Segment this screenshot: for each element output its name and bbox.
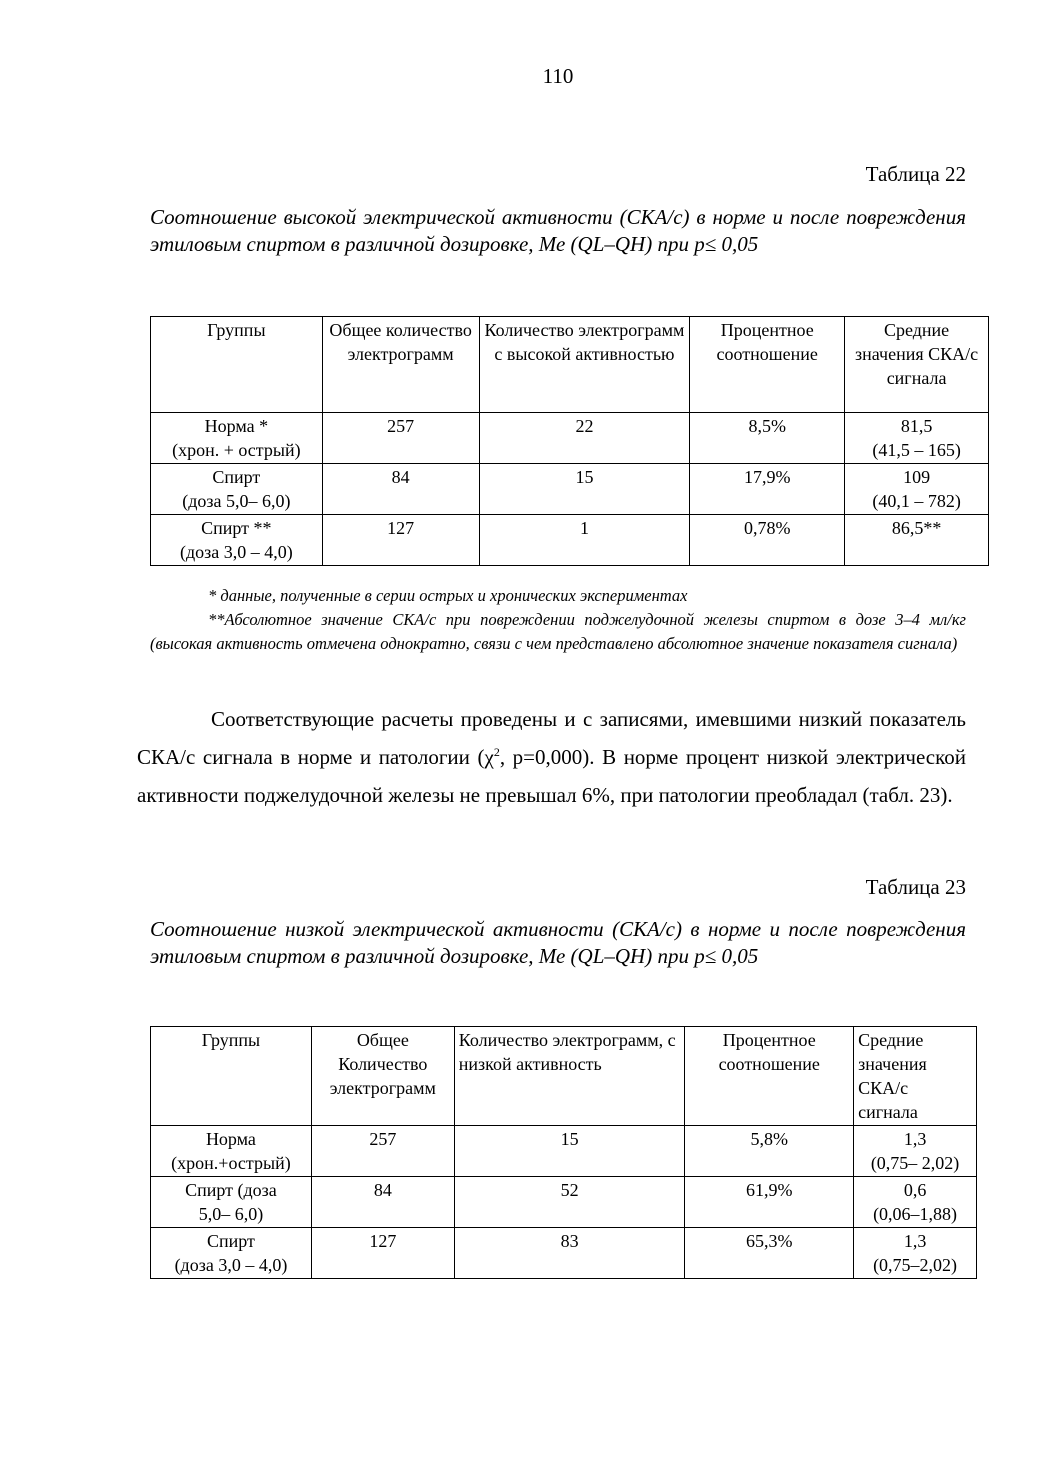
header-percent: Процентное соотношение — [690, 317, 845, 413]
footnote-1: * данные, полученные в серии острых и хронических экспериментах — [208, 586, 688, 605]
total-cell: 84 — [322, 464, 479, 515]
total-cell: 127 — [311, 1228, 454, 1279]
mean-range: (0,06–1,88) — [873, 1204, 958, 1224]
paragraph-text-start: Соответствующие расчеты проведены и с записями, имевшими низкий показатель СКА/с сигнала в норме и патологии ( — [137, 707, 966, 769]
table-header-row — [151, 317, 989, 413]
mean-value: 81,5 — [900, 416, 933, 436]
mean-cell — [845, 515, 989, 566]
percent-cell: 5,8% — [685, 1126, 854, 1177]
header-groups: Группы — [151, 1027, 312, 1126]
group-cell — [151, 1126, 312, 1177]
mean-cell — [854, 1177, 977, 1228]
group-detail: (доза 3,0 – 4,0) — [179, 542, 293, 562]
total-cell: 127 — [322, 515, 479, 566]
total-cell: 84 — [311, 1177, 454, 1228]
mean-cell — [845, 464, 989, 515]
group-detail: (хрон.+острый) — [171, 1153, 291, 1173]
table-header-row — [151, 1027, 977, 1126]
body-paragraph — [137, 700, 966, 814]
group-detail: (хрон. + острый) — [172, 440, 301, 460]
header-count: Количество электрограмм с высокой активностью — [479, 317, 690, 413]
header-total: Общее количество электрограмм — [322, 317, 479, 413]
total-cell: 257 — [322, 413, 479, 464]
percent-cell: 0,78% — [690, 515, 845, 566]
group-detail: (доза 5,0– 6,0) — [182, 491, 291, 511]
header-mean: Средние значения СКА/с сигнала — [845, 317, 989, 413]
mean-range: (40,1 – 782) — [872, 491, 961, 511]
total-cell: 257 — [311, 1126, 454, 1177]
footnote-2: **Абсолютное значение СКА/с при повреждении поджелудочной железы спиртом в дозе 3–4 мл/кг (высокая активность отмечена однократно, связи с чем представлено абсолютное значение показателя сигнала) — [150, 610, 966, 653]
percent-cell: 17,9% — [690, 464, 845, 515]
table-row — [151, 1126, 977, 1177]
percent-cell: 61,9% — [685, 1177, 854, 1228]
group-name: Спирт — [212, 467, 261, 487]
mean-value: 1,3 — [903, 1129, 927, 1149]
table-row — [151, 413, 989, 464]
percent-cell: 8,5% — [690, 413, 845, 464]
group-name: Норма * — [204, 416, 269, 436]
count-cell: 22 — [479, 413, 690, 464]
header-groups: Группы — [151, 317, 323, 413]
group-cell — [151, 515, 323, 566]
group-cell — [151, 413, 323, 464]
header-total: Общее Количество электрограмм — [311, 1027, 454, 1126]
mean-range: (41,5 – 165) — [872, 440, 961, 460]
chi-symbol: χ — [484, 745, 494, 769]
table-23-caption: Соотношение низкой электрической активности (СКА/с) в норме и после повреждения этиловым спиртом в различной дозировке, Ме (QL–QH) при p≤ 0,05 — [150, 917, 966, 968]
group-name: Спирт (доза — [185, 1180, 277, 1200]
mean-value: 109 — [903, 467, 931, 487]
header-percent: Процентное соотношение — [685, 1027, 854, 1126]
mean-cell — [854, 1228, 977, 1279]
table-row — [151, 515, 989, 566]
table-23-label: Таблица 23 — [865, 875, 966, 899]
mean-range: (0,75–2,02) — [873, 1255, 958, 1275]
mean-cell — [845, 413, 989, 464]
group-name: Спирт ** — [201, 518, 272, 538]
table-22-label: Таблица 22 — [865, 162, 966, 186]
group-cell — [151, 464, 323, 515]
chi-superscript: 2 — [493, 745, 500, 759]
group-cell — [151, 1177, 312, 1228]
count-cell: 52 — [454, 1177, 685, 1228]
mean-value: 86,5** — [891, 518, 942, 538]
mean-value: 0,6 — [903, 1180, 927, 1200]
group-detail: (доза 3,0 – 4,0) — [174, 1255, 288, 1275]
group-detail: 5,0– 6,0) — [198, 1204, 264, 1224]
mean-cell — [854, 1126, 977, 1177]
group-cell — [151, 1228, 312, 1279]
page-number: 110 — [542, 64, 574, 88]
table-row — [151, 464, 989, 515]
mean-value: 1,3 — [903, 1231, 927, 1251]
table-22-caption: Соотношение высокой электрической активности (СКА/с) в норме и после повреждения этиловым спиртом в различной дозировке, Ме (QL–QH) при p≤ 0,05 — [150, 205, 966, 256]
mean-range: (0,75– 2,02) — [870, 1153, 960, 1173]
table-row — [151, 1177, 977, 1228]
header-count: Количество электрограмм, с низкой активность — [454, 1027, 685, 1126]
header-mean: Средние значения СКА/с сигнала — [854, 1027, 977, 1126]
paragraph-text-end: , p=0,000). В норме процент низкой электрической активности поджелудочной железы не превышал 6%, при патологии преобладал (табл. 23). — [137, 745, 966, 807]
count-cell: 1 — [479, 515, 690, 566]
table-22 — [150, 316, 989, 566]
table-22-notes — [150, 584, 966, 656]
table-row — [151, 1228, 977, 1279]
count-cell: 15 — [479, 464, 690, 515]
percent-cell: 65,3% — [685, 1228, 854, 1279]
table-23 — [150, 1026, 977, 1279]
group-name: Норма — [205, 1129, 256, 1149]
group-name: Спирт — [206, 1231, 255, 1251]
count-cell: 15 — [454, 1126, 685, 1177]
count-cell: 83 — [454, 1228, 685, 1279]
